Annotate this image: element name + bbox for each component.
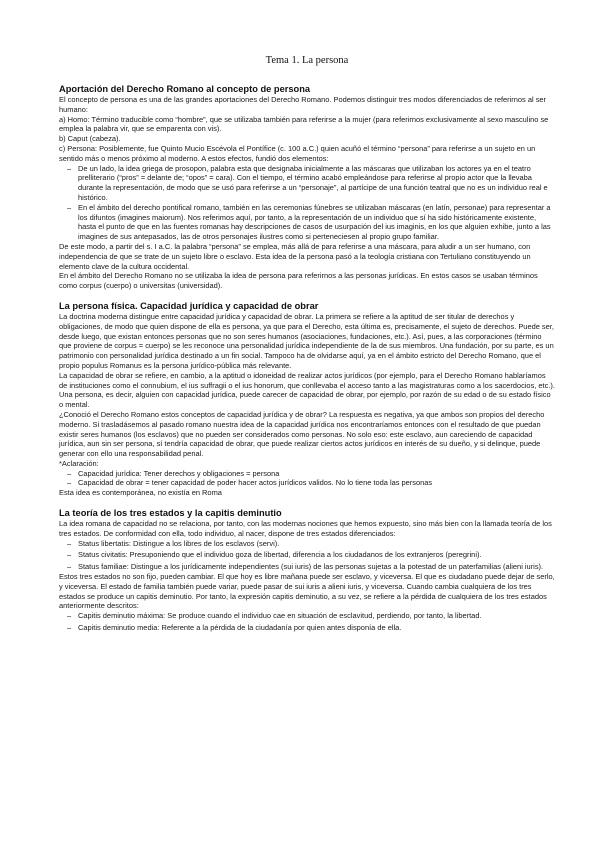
paragraph: Estos tres estados no son fijo, pueden cambiar. El que hoy es libre mañana puede ser esclavo, y viceversa. El que es ciudadano puede dejar de serlo, y viceversa. El estado de familia también puede variar, puede pasar de sui iuris a alieni iuris, y viceversa. Cuando cambia cualquiera de los tres estados se produce un capitis deminutio. Por tanto, la expresión capitis deminutio, a su vez, se refiere a la pérdida de cualquiera de los tres estados anteriormente descritos: [59, 572, 555, 611]
list-item [67, 538, 555, 549]
list-item-text: Capitis deminutio máxima: Se produce cuando el individuo cae en situación de esclavitud, perdiendo, por tanto, la libertad. [78, 611, 482, 621]
paragraph: a) Homo: Término traducible como “hombre”, que se utilizaba también para referirse a la mujer (para referirnos exclusivamente al sexo masculino se emplea la palabra vir, que se emparenta con vis). [59, 114, 549, 134]
list-item-text: Capacidad jurídica: Tener derechos y obligaciones = persona [78, 468, 280, 478]
paragraph: El concepto de persona es una de las grandes aportaciones del Derecho Romano. Podemos distinguir tres modos diferenciados de referirnos al ser humano: [59, 95, 547, 114]
list-item-text: Status libertatis: Distingue a los libres de los esclavos (servi). [78, 538, 280, 548]
bullet-list [59, 539, 555, 572]
list-item-text: Status civitatis: Presuponiendo que el individuo goza de libertad, diferencia a los ciudadanos de los extranjeros (peregrini). [78, 550, 482, 560]
section-persona-fisica [59, 300, 555, 498]
paragraph: b) Caput (cabeza). [59, 134, 121, 144]
paragraph: *Aclaración: [59, 458, 99, 468]
bullet-marker: – [67, 163, 72, 173]
list-item [67, 202, 555, 242]
bullet-list [59, 469, 555, 489]
list-item-text: Status familiae: Distingue a los jurídicamente independientes (sui iuris) de las personas sujetas a la potestad de un paterfamilias (alieni iuris). [78, 562, 544, 572]
section-heading: La persona física. Capacidad jurídica y capacidad de obrar [59, 300, 319, 311]
paragraph: c) Persona: Posiblemente, fue Quinto Mucio Escévola el Pontífice (c. 100 a.C.) quien acuñó el término “persona” para referirse a un sujeto en un sentido más o menos próximo al moderno. A estos efectos, fundió dos elementos: [59, 143, 536, 163]
list-item-text: En el ámbito del derecho pontifical romano, también en las ceremonias fúnebres se utilizaban máscaras (en latín, personae) para representar a los difuntos (imagines maiorum). Nos referimos aquí, por tanto, a la representación de un individuo que sí ha sido históricamente existente, hasta el punto de que en las fuentes romanas hay descripciones de casos de usurpación del ius imaginis, en los que alguien exhibe, junto a las imagines de sus antepasados, las de otros personajes ilustres como si perteneciesen al propio grupo familiar. [78, 202, 551, 242]
list-item-text: De un lado, la idea griega de prosopon, palabra esta que designaba inicialmente a las máscaras que utilizaban los actores ya en el teatro prelliterario (“pros” = delante de; “opos” = cara). Con el tiempo, el término acabó empleándose para referirse al propio actor que la llevaba durante la representación, de modo que se usó para referirse a un “personaje”, al partícipe de una función teatral que no es un individuo real e histórico. [78, 163, 548, 202]
section-tres-estados [59, 507, 555, 633]
list-item-text: Capitis deminutio media: Referente a la pérdida de la ciudadanía por quien antes disponía de ella. [78, 623, 402, 633]
list-item [67, 163, 555, 203]
bullet-marker: – [67, 468, 72, 478]
list-item-text: Capacidad de obrar = tener capacidad de poder hacer actos jurídicos validos. No lo tiene toda las personas [78, 478, 433, 488]
list-item [67, 562, 555, 572]
paragraph: Esta idea es contemporánea, no existía en Roma [59, 488, 222, 498]
list-item [67, 611, 555, 621]
list-item [67, 468, 555, 479]
document-title: Tema 1. La persona [265, 55, 349, 66]
paragraph: La doctrina moderna distingue entre capacidad jurídica y capacidad de obrar. La primera se refiere a la aptitud de ser titular de derechos y obligaciones, de modo que quien dispone de ella es persona, ya que para el Derecho, esta última es, precisamente, el sujeto de derechos. Puede ser, desde luego, que existan entonces personas que no son seres humanos (asociaciones, fundaciones, etc.). Así, pues, a las corporaciones (término que proviene de corpus = cuerpo) se les reconoce una personalidad jurídica independiente de la de sus miembros. Una fundación, por su parte, es un patrimonio con personalidad jurídica destinado a un fin social. Tampoco ha de olvidarse aquí, ya en el ámbito estricto del Derecho Romano, que el propio populus Romanus es la persona jurídico-pública más relevante. [59, 311, 554, 370]
list-item [67, 550, 555, 560]
bullet-marker: – [67, 478, 72, 488]
bullet-marker: – [67, 550, 72, 560]
bullet-marker: – [67, 562, 72, 572]
section-heading: Aportación del Derecho Romano al concepto de persona [59, 84, 311, 94]
bullet-list [59, 611, 555, 633]
bullet-list [59, 164, 555, 242]
bullet-marker: – [67, 202, 72, 212]
list-item [67, 478, 555, 488]
bullet-marker: – [67, 623, 72, 633]
bullet-marker: – [67, 538, 72, 548]
paragraph: ¿Conoció el Derecho Romano estos conceptos de capacidad jurídica y de obrar? La respuesta es negativa, ya que ambos son propios del derecho moderno. Si trasladásemos al pasado romano nuestra idea de la capacidad jurídica nos encontraríamos entonces con el resultado de que puedan existir seres humanos (los esclavos) que no pueden ser considerados como personas. No solo eso: este esclavo, aun careciendo de capacidad jurídica, aun sin ser persona, sí tendría capacidad de obrar, que puede realizar ciertos actos jurídicos en interés de su dueño, y si delinque, puede generar con ello una responsabilidad penal. [59, 409, 545, 459]
section-aportacion [59, 83, 555, 291]
list-item [67, 623, 555, 633]
paragraph: La idea romana de capacidad no se relaciona, por tanto, con las modernas nociones que hemos expuesto, sino más bien con la llamada teoría de los tres estados. De conformidad con ella, todo individuo, al nacer, dispone de tres estados diferenciados: [59, 519, 552, 538]
paragraph: En el ámbito del Derecho Romano no se utilizaba la idea de persona para referirnos a las personas jurídicas. En estos casos se usaban términos como corpus (cuerpo) o universitas (universidad). [59, 271, 538, 291]
section-heading: La teoría de los tres estados y la capitis deminutio [59, 508, 282, 519]
bullet-marker: – [67, 611, 72, 621]
paragraph: La capacidad de obrar se refiere, en cambio, a la aptitud o idoneidad de realizar actos jurídicos (por ejemplo, para el Derecho Romano hablaríamos de instituciones como el connubium, el ius suffragii o el ius honorum, que conllevaba el acceso tanto a las magistraturas como a los sacerdocios, etc.). Una persona, es decir, alguien con capacidad jurídica, puede carecer de capacidad de obrar, por ejemplo, por razón de su edad o de su estado físico o mental. [59, 370, 555, 410]
paragraph: De este modo, a partir del s. I a.C. la palabra “persona” se emplea, más allá de para referirse a una máscara, para aludir a un ser humano, con independencia de que se trate de un sujeto libre o esclavo. Esta idea de la persona pasó a la teología cristiana con Tertuliano constituyendo un elemento clave de la cultura occidental. [59, 241, 531, 271]
